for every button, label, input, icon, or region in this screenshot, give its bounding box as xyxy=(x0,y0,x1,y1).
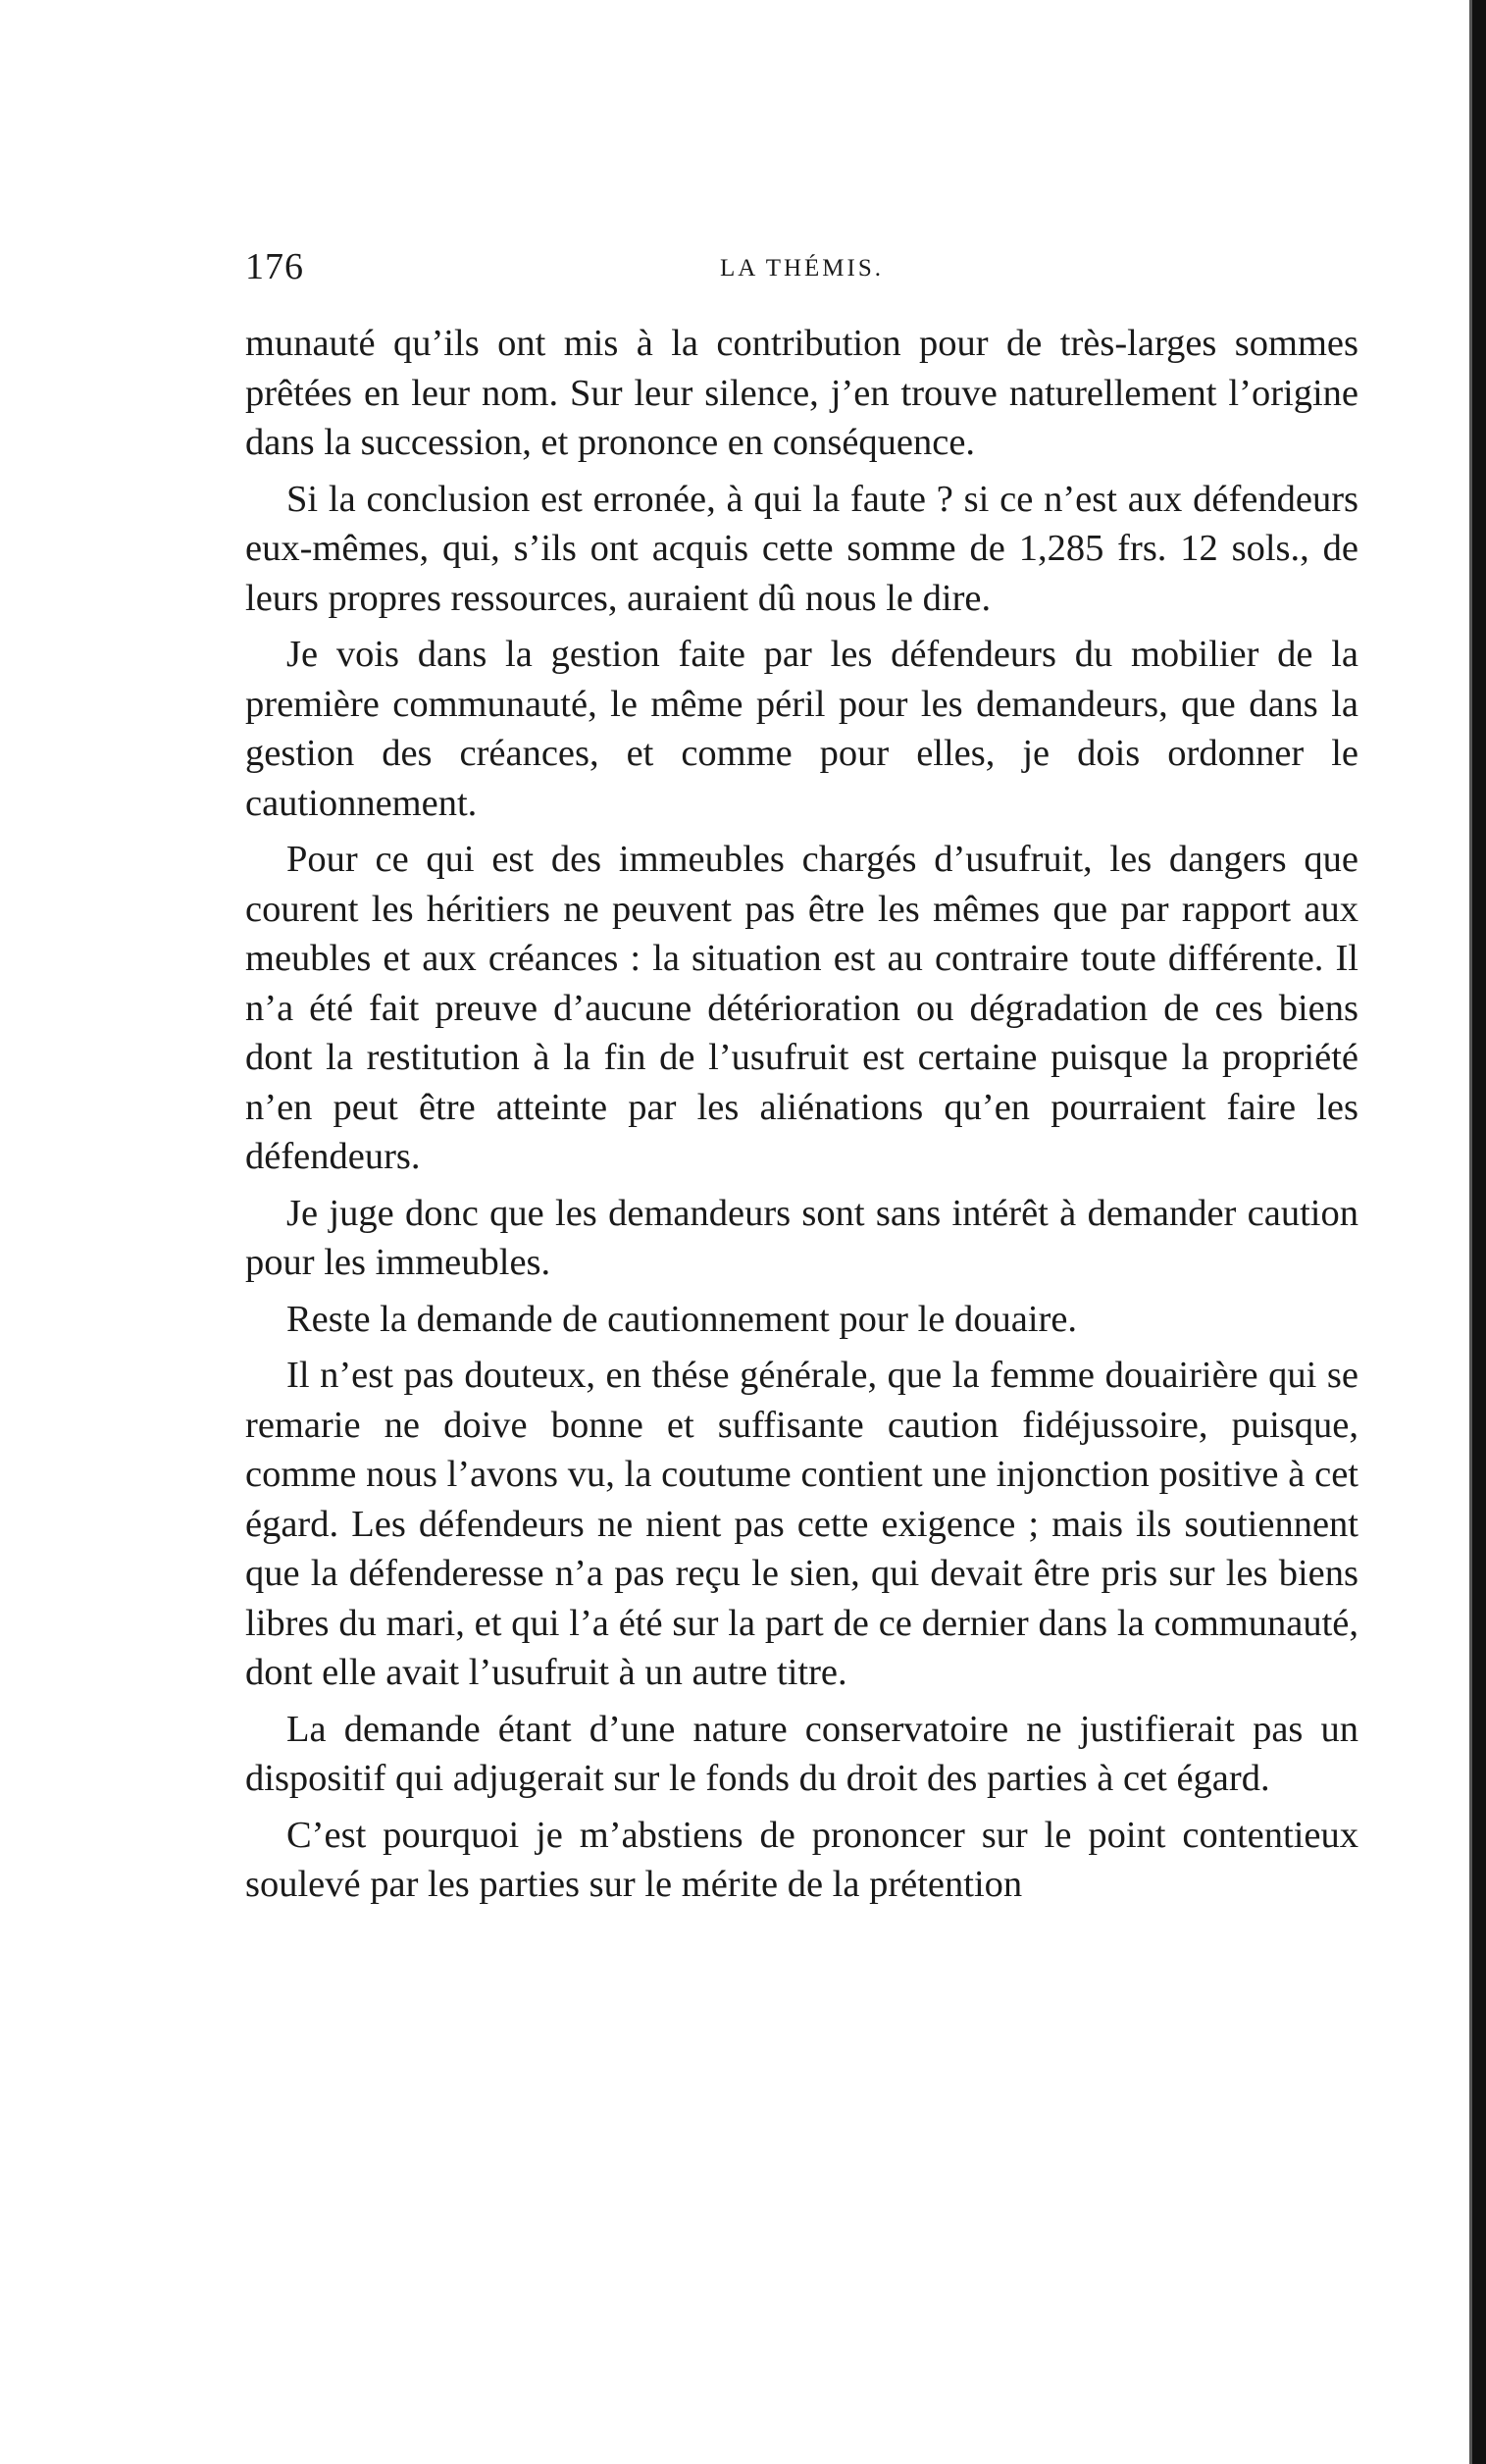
book-spine-edge xyxy=(1472,0,1486,2464)
paragraph: Je juge donc que les demandeurs sont sans intérêt à demander caution pour les immeubles. xyxy=(245,1192,1358,1283)
paragraph: C’est pourquoi je m’abstiens de prononcer sur le point contentieux soulevé par les parties sur le mérite de la prétention xyxy=(245,1814,1358,1905)
paragraph: La demande étant d’une nature conservatoire ne justifierait pas un dispositif qui adjugerait sur le fonds du droit des parties à cet égard. xyxy=(245,1708,1358,1799)
paragraph: Si la conclusion est erronée, à qui la faute ? si ce n’est aux défendeurs eux-mêmes, qui, s’ils ont acquis cette somme de 1,285 frs. 12 sols., de leurs propres ressources, auraient dû nous le dire. xyxy=(245,478,1358,619)
paragraph: Pour ce qui est des immeubles chargés d’usufruit, les dangers que courent les héritiers ne peuvent pas être les mêmes que par rapport aux meubles et aux créances : la situation est au contraire toute différente. Il n’a été fait preuve d’aucune détérioration ou dégradation de ces biens dont la restitution à la fin de l’usufruit est certaine puisque la propriété n’en peut être atteinte par les aliénations qu’en pourraient faire les défendeurs. xyxy=(245,839,1358,1177)
paragraph: munauté qu’ils ont mis à la contribution pour de très-larges sommes prêtées en leur nom. Sur leur silence, j’en trouve naturellement l’origine dans la succession, et prononce en conséquence. xyxy=(245,323,1358,463)
paragraph: Il n’est pas douteux, en thése générale, que la femme douairière qui se remarie ne doive bonne et suffisante caution fidéjussoire, puisque, comme nous l’avons vu, la coutume contient une injonction positive à cet égard. Les défendeurs ne nient pas cette exigence ; mais ils soutiennent que la défenderesse n’a pas reçu le sien, qui devait être pris sur les biens libres du mari, et qui l’a été sur la part de ce dernier dans la communauté, dont elle avait l’usufruit à un autre titre. xyxy=(245,1355,1358,1693)
running-title: LA THÉMIS. xyxy=(719,255,885,282)
page-header xyxy=(245,245,1358,304)
paragraph: Reste la demande de cautionnement pour le douaire. xyxy=(286,1298,1078,1340)
paragraph: Je vois dans la gestion faite par les défendeurs du mobilier de la première communauté, le même péril pour les demandeurs, que dans la gestion des créances, et comme pour elles, je dois ordonner le cautionnement. xyxy=(245,634,1358,824)
body-text xyxy=(245,319,1358,1917)
page-number: 176 xyxy=(245,246,304,287)
